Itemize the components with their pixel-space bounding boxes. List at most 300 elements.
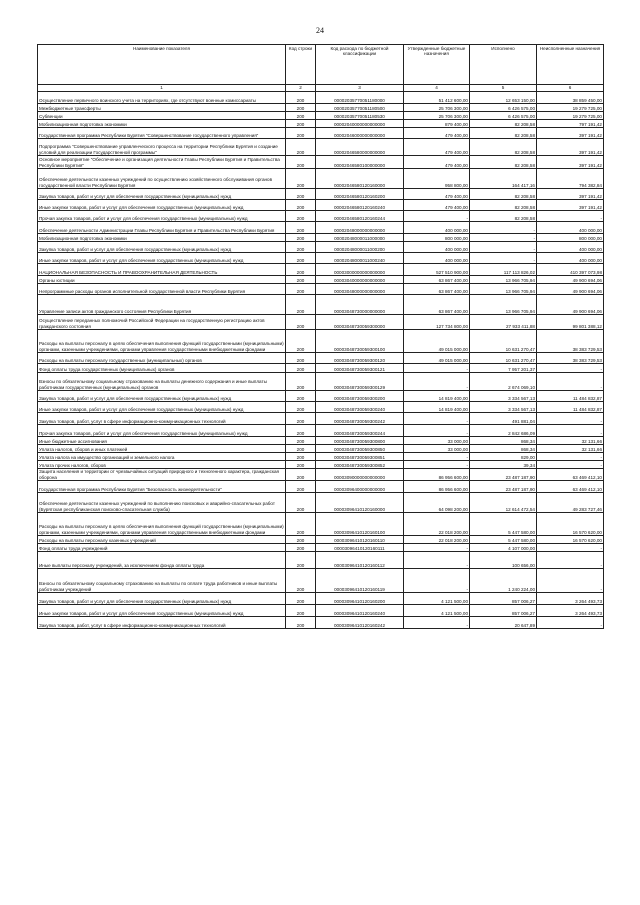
row-budget-code: 00003096410120160200 <box>316 593 404 605</box>
row-unexecuted: 800 000,00 <box>537 234 604 242</box>
row-line-code: 200 <box>286 469 316 481</box>
row-unexecuted: 49 283 727,46 <box>537 493 604 513</box>
table-row <box>38 552 604 569</box>
row-budget-code: 00003048000000000000 <box>316 284 404 295</box>
table-row <box>38 391 604 402</box>
row-executed: 5 447 580,00 <box>470 536 537 544</box>
column-number-row <box>38 85 604 92</box>
row-unexecuted: 49 900 694,06 <box>537 276 604 284</box>
row-budget-code: 00002048000011000200 <box>316 242 404 253</box>
table-row <box>38 617 604 629</box>
row-name: Иные выплаты персоналу учреждений, за исключением фонда оплаты труда <box>38 552 286 569</box>
row-line-code: 200 <box>286 284 316 295</box>
row-budget-code: 00003000000000000000 <box>316 264 404 276</box>
table-row <box>38 128 604 139</box>
row-executed: 857 006,27 <box>470 593 537 605</box>
row-name: Иные закупки товаров, работ и услуг для обеспечения государственных (муниципальных) нужд <box>38 200 286 211</box>
row-unexecuted: - <box>537 552 604 569</box>
row-budget-code: 00002035770051180500 <box>316 104 404 112</box>
row-executed: 2 674 069,10 <box>470 373 537 391</box>
row-line-code: 200 <box>286 536 316 544</box>
row-name: Мобилизационная подготовка экономики <box>38 234 286 242</box>
row-line-code: 200 <box>286 402 316 413</box>
row-name: Закупка товаров, работ и услуг для обеспечения государственных (муниципальных) нужд <box>38 189 286 200</box>
row-unexecuted: 38 383 729,53 <box>537 353 604 364</box>
row-name: Управление записи актов гражданского состояния Республики Бурятия <box>38 295 286 315</box>
row-unexecuted: 794 382,84 <box>537 169 604 189</box>
table-row <box>38 364 604 373</box>
row-budget-code: 00002046580120160244 <box>316 211 404 222</box>
row-name: Закупка товаров, работ, услуг в сфере информационно-коммуникационных технологий <box>38 617 286 629</box>
column-number: 1 <box>38 85 286 92</box>
row-name: Непрограммные расходы органов исполнительной государственной власти Республики Бурятия <box>38 284 286 295</box>
row-approved: 25 706 300,00 <box>404 112 470 120</box>
table-row <box>38 373 604 391</box>
row-unexecuted: 32 131,66 <box>537 445 604 453</box>
row-budget-code: 00003048730059300800 <box>316 437 404 445</box>
row-name: Межбюджетные трансферты <box>38 104 286 112</box>
row-line-code: 200 <box>286 364 316 373</box>
row-line-code: 200 <box>286 461 316 469</box>
row-unexecuted: 16 570 620,00 <box>537 513 604 536</box>
row-approved: 400 000,00 <box>404 242 470 253</box>
table-row <box>38 445 604 453</box>
row-name: Уплата прочих налогов, сборов <box>38 461 286 469</box>
row-budget-code: 00003096410120160119 <box>316 569 404 593</box>
row-executed: 117 113 826,02 <box>470 264 537 276</box>
table-row <box>38 413 604 425</box>
row-line-code: 200 <box>286 391 316 402</box>
row-name: Расходы на выплаты персоналу государственных (муниципальных) органов <box>38 353 286 364</box>
row-unexecuted: 397 191,42 <box>537 139 604 156</box>
row-name: Иные закупки товаров, работ и услуг для обеспечения государственных (муниципальных) нужд <box>38 605 286 617</box>
table-row <box>38 112 604 120</box>
row-approved: 22 018 200,00 <box>404 513 470 536</box>
row-executed: 829,00 <box>470 453 537 461</box>
row-unexecuted: 19 279 725,00 <box>537 112 604 120</box>
row-budget-code: 00003048730059300120 <box>316 353 404 364</box>
row-unexecuted: - <box>537 453 604 461</box>
row-executed: 5 447 580,00 <box>470 513 537 536</box>
row-executed: 23 487 187,90 <box>470 469 537 481</box>
row-approved: - <box>404 425 470 437</box>
row-executed: 6 426 575,00 <box>470 112 537 120</box>
row-executed: 10 631 270,47 <box>470 330 537 353</box>
table-row <box>38 513 604 536</box>
row-name: Государственная программа Республики Бурятия "Совершенствование государственного управления" <box>38 128 286 139</box>
row-executed: 82 208,58 <box>470 200 537 211</box>
table-row <box>38 481 604 493</box>
row-executed: 13 966 705,94 <box>470 276 537 284</box>
row-name: Уплата налога на имущество организаций и земельного налога <box>38 453 286 461</box>
row-name: Обеспечение деятельности Администрации Главы Республики Бурятия и Правительства Республики Бурятия <box>38 222 286 234</box>
row-approved: 479 400,00 <box>404 156 470 169</box>
row-executed: 39,34 <box>470 461 537 469</box>
table-row <box>38 295 604 315</box>
table-row <box>38 469 604 481</box>
header-unexecuted: Неисполненные назначения <box>537 45 604 85</box>
row-executed: 164 417,16 <box>470 169 537 189</box>
row-executed: 1 240 224,00 <box>470 569 537 593</box>
row-budget-code: 00002046580120160000 <box>316 169 404 189</box>
row-line-code: 200 <box>286 253 316 264</box>
row-executed: 82 208,58 <box>470 139 537 156</box>
row-approved: 527 510 900,00 <box>404 264 470 276</box>
row-line-code: 200 <box>286 128 316 139</box>
row-unexecuted: - <box>537 544 604 552</box>
table-row <box>38 437 604 445</box>
row-name: Закупка товаров, работ и услуг для обеспечения государственных (муниципальных) нужд <box>38 391 286 402</box>
row-budget-code: 00003096410120160110 <box>316 536 404 544</box>
row-line-code: 200 <box>286 373 316 391</box>
row-budget-code: 00002040000000000000 <box>316 120 404 128</box>
table-row <box>38 189 604 200</box>
row-approved: 63 867 400,00 <box>404 276 470 284</box>
header-approved: Утвержденные бюджетные назначения <box>404 45 470 85</box>
row-approved: 127 734 800,00 <box>404 315 470 330</box>
row-approved: - <box>404 364 470 373</box>
row-name: Фонд оплаты труда государственных (муниципальных) органов <box>38 364 286 373</box>
row-name: Осуществление переданных полномочий Российской Федерации на государственную регистрацию актов гражданского состояния <box>38 315 286 330</box>
row-name: Государственная программа Республики Бурятия "Безопасность жизнедеятельности" <box>38 481 286 493</box>
row-name: Иные закупки товаров, работ и услуг для обеспечения государственных (муниципальных) нужд <box>38 253 286 264</box>
row-unexecuted: - <box>537 373 604 391</box>
row-budget-code: 00003048730059300851 <box>316 453 404 461</box>
row-line-code: 200 <box>286 200 316 211</box>
row-name: Обеспечение деятельности казенных учреждений по выполнению поисковых и аварийно-спасательных работ (Бурятская республиканская поисково-спасательная служба) <box>38 493 286 513</box>
row-approved: 49 015 000,00 <box>404 330 470 353</box>
row-line-code: 200 <box>286 493 316 513</box>
row-line-code: 200 <box>286 544 316 552</box>
row-approved: 479 400,00 <box>404 189 470 200</box>
row-budget-code: 00003048730059300100 <box>316 330 404 353</box>
row-name: НАЦИОНАЛЬНАЯ БЕЗОПАСНОСТЬ И ПРАВООХРАНИТЕЛЬНАЯ ДЕЯТЕЛЬНОСТЬ <box>38 264 286 276</box>
row-name: Подпрограмма "Совершенствование управленческого процесса на территории Республики Бурятия и создание условий для реализации Государственной программы" <box>38 139 286 156</box>
row-line-code: 200 <box>286 295 316 315</box>
row-executed: 13 966 705,94 <box>470 284 537 295</box>
row-unexecuted: 63 469 412,10 <box>537 469 604 481</box>
row-line-code: 200 <box>286 276 316 284</box>
row-executed: 3 334 567,13 <box>470 391 537 402</box>
row-name: Расходы на выплаты персоналу в целях обеспечения выполнения функций государственными (муниципальными) органами, казенными учреждениями, органами управления государственными внебюджетными фондами <box>38 513 286 536</box>
row-executed: 7 957 201,37 <box>470 364 537 373</box>
row-approved: - <box>404 617 470 629</box>
row-approved: 86 956 600,00 <box>404 481 470 493</box>
row-budget-code: 00003096410120160112 <box>316 552 404 569</box>
row-name: Мобилизационная подготовка экономики <box>38 120 286 128</box>
row-budget-code: 00003048730059300121 <box>316 364 404 373</box>
row-executed: 23 487 187,90 <box>470 481 537 493</box>
row-line-code: 200 <box>286 453 316 461</box>
row-line-code: 200 <box>286 513 316 536</box>
table-row <box>38 200 604 211</box>
row-approved: - <box>404 461 470 469</box>
row-unexecuted: 38 859 450,00 <box>537 92 604 104</box>
row-executed: 82 208,58 <box>470 156 537 169</box>
row-executed: 82 208,58 <box>470 211 537 222</box>
row-unexecuted: - <box>537 461 604 469</box>
row-executed: - <box>470 253 537 264</box>
row-budget-code: 00003096400000000000 <box>316 481 404 493</box>
row-name: Закупка товаров, работ и услуг для обеспечения государственных (муниципальных) нужд <box>38 593 286 605</box>
row-name: Фонд оплаты труда учреждений <box>38 544 286 552</box>
header-row <box>38 45 604 85</box>
row-unexecuted: 11 484 832,87 <box>537 402 604 413</box>
row-approved: - <box>404 413 470 425</box>
row-unexecuted: 63 469 412,10 <box>537 481 604 493</box>
header-executed: Исполнено <box>470 45 537 85</box>
row-unexecuted: - <box>537 364 604 373</box>
row-approved: 400 000,00 <box>404 222 470 234</box>
row-budget-code: 00003048730059300200 <box>316 391 404 402</box>
row-name: Обеспечение деятельности казенных учреждений по осуществлению хозяйственного обслуживания органов государственной власти Республики Бурятия <box>38 169 286 189</box>
row-unexecuted: - <box>537 425 604 437</box>
row-budget-code: 00003096410120160111 <box>316 544 404 552</box>
row-budget-code: 00003096410120160100 <box>316 513 404 536</box>
row-approved: 63 867 400,00 <box>404 284 470 295</box>
row-unexecuted: 99 801 388,12 <box>537 315 604 330</box>
row-name: Основное мероприятие "Обеспечение и организация деятельности Главы Республики Бурятия и Правительства Республики Бурятия" <box>38 156 286 169</box>
row-budget-code: 00003048730000000000 <box>316 295 404 315</box>
row-line-code: 200 <box>286 234 316 242</box>
row-executed: 857 006,27 <box>470 605 537 617</box>
row-unexecuted: 400 000,00 <box>537 253 604 264</box>
row-name: Иные закупки товаров, работ и услуг для обеспечения государственных (муниципальных) нужд <box>38 402 286 413</box>
column-number: 2 <box>286 85 316 92</box>
row-line-code: 200 <box>286 330 316 353</box>
row-name: Защита населения и территории от чрезвычайных ситуаций природного и техногенного характера, гражданская оборона <box>38 469 286 481</box>
row-executed: 12 653 150,00 <box>470 92 537 104</box>
row-unexecuted: - <box>537 569 604 593</box>
page-number: 24 <box>316 26 324 35</box>
row-name: Прочая закупка товаров, работ и услуг для обеспечения государственных (муниципальных) нужд <box>38 211 286 222</box>
row-line-code: 200 <box>286 481 316 493</box>
row-unexecuted: 19 279 725,00 <box>537 104 604 112</box>
row-executed: 82 208,58 <box>470 189 537 200</box>
row-budget-code: 00003040000000000000 <box>316 276 404 284</box>
table-row <box>38 104 604 112</box>
table-row <box>38 569 604 593</box>
row-line-code: 200 <box>286 413 316 425</box>
row-approved: - <box>404 211 470 222</box>
table-row <box>38 284 604 295</box>
row-line-code: 200 <box>286 617 316 629</box>
row-name: Взносы по обязательному социальному страхованию на выплаты денежного содержания и иные выплаты работникам государственных (муниципальных) органов <box>38 373 286 391</box>
row-executed: 6 426 575,00 <box>470 104 537 112</box>
table-row <box>38 402 604 413</box>
row-approved: - <box>404 373 470 391</box>
table-row <box>38 330 604 353</box>
row-executed: - <box>470 234 537 242</box>
row-approved: 33 000,00 <box>404 445 470 453</box>
row-line-code: 200 <box>286 104 316 112</box>
row-executed: 3 334 567,13 <box>470 402 537 413</box>
row-budget-code: 00002048000000000000 <box>316 222 404 234</box>
table-row <box>38 605 604 617</box>
row-approved: 479 400,00 <box>404 200 470 211</box>
row-unexecuted: 16 570 620,00 <box>537 536 604 544</box>
row-name: Уплата налогов, сборов и иных платежей <box>38 445 286 453</box>
row-unexecuted: - <box>537 617 604 629</box>
table-row <box>38 222 604 234</box>
column-number: 6 <box>537 85 604 92</box>
row-budget-code: 00003048730059300000 <box>316 315 404 330</box>
table-row <box>38 169 604 189</box>
row-approved: 400 000,00 <box>404 253 470 264</box>
row-executed: 2 842 686,09 <box>470 425 537 437</box>
row-line-code: 200 <box>286 315 316 330</box>
row-budget-code: 00002046580120160240 <box>316 200 404 211</box>
row-approved: 33 000,00 <box>404 437 470 445</box>
row-line-code: 200 <box>286 156 316 169</box>
column-number: 4 <box>404 85 470 92</box>
row-budget-code: 00003096410120160240 <box>316 605 404 617</box>
table-row <box>38 211 604 222</box>
row-approved: 86 956 600,00 <box>404 469 470 481</box>
row-approved: - <box>404 552 470 569</box>
row-line-code: 200 <box>286 92 316 104</box>
row-budget-code: 00002035770051180000 <box>316 92 404 104</box>
row-name: Взносы по обязательному социальному страхованию на выплаты по оплате труда работников и иные выплаты работникам учреждений <box>38 569 286 593</box>
row-executed: 20 647,89 <box>470 617 537 629</box>
row-executed: 491 881,04 <box>470 413 537 425</box>
row-executed: 13 966 705,94 <box>470 295 537 315</box>
row-unexecuted: - <box>537 413 604 425</box>
row-unexecuted: 11 484 832,87 <box>537 391 604 402</box>
table-row <box>38 453 604 461</box>
row-budget-code: 00002048000011000240 <box>316 253 404 264</box>
row-approved: - <box>404 453 470 461</box>
table-row <box>38 425 604 437</box>
row-line-code: 200 <box>286 353 316 364</box>
row-approved: 479 400,00 <box>404 139 470 156</box>
row-line-code: 200 <box>286 425 316 437</box>
row-approved: 14 819 400,00 <box>404 402 470 413</box>
row-approved: 22 018 200,00 <box>404 536 470 544</box>
table-row <box>38 276 604 284</box>
row-unexecuted: 397 191,42 <box>537 200 604 211</box>
row-name: Субвенции <box>38 112 286 120</box>
row-budget-code: 00002046580000000000 <box>316 139 404 156</box>
table-row <box>38 493 604 513</box>
row-unexecuted: 3 264 493,73 <box>537 593 604 605</box>
row-name: Органы юстиции <box>38 276 286 284</box>
table-row <box>38 315 604 330</box>
row-unexecuted: 3 264 493,73 <box>537 605 604 617</box>
row-executed: 868,34 <box>470 437 537 445</box>
header-budget-code: Код расхода по бюджетной классификации <box>316 45 404 85</box>
row-budget-code: 00002046000000000000 <box>316 128 404 139</box>
row-line-code: 200 <box>286 211 316 222</box>
row-executed: 82 208,58 <box>470 128 537 139</box>
row-unexecuted: 410 397 073,98 <box>537 264 604 276</box>
row-budget-code: 00003096410120160242 <box>316 617 404 629</box>
row-name: Осуществление первичного воинского учета на территориях, где отсутствуют военные комиссариаты <box>38 92 286 104</box>
row-name: Закупка товаров, работ и услуг для обеспечения государственных (муниципальных) нужд <box>38 242 286 253</box>
row-budget-code: 00003048730059300852 <box>316 461 404 469</box>
row-approved: 25 706 300,00 <box>404 104 470 112</box>
table-row <box>38 92 604 104</box>
row-line-code: 200 <box>286 169 316 189</box>
row-approved: 49 015 000,00 <box>404 353 470 364</box>
column-number: 3 <box>316 85 404 92</box>
row-executed: - <box>470 242 537 253</box>
row-unexecuted: 397 191,42 <box>537 189 604 200</box>
row-executed: 4 107 000,00 <box>470 544 537 552</box>
row-approved: 63 867 400,00 <box>404 295 470 315</box>
table-row <box>38 264 604 276</box>
row-unexecuted: 400 000,00 <box>537 222 604 234</box>
row-line-code: 200 <box>286 593 316 605</box>
row-unexecuted: 397 191,42 <box>537 156 604 169</box>
row-budget-code: 00002046580100000000 <box>316 156 404 169</box>
budget-execution-table <box>37 44 604 629</box>
table-row <box>38 353 604 364</box>
row-line-code: 200 <box>286 552 316 569</box>
row-budget-code: 00003096410120160000 <box>316 493 404 513</box>
row-name: Расходы на выплаты персоналу казенных учреждений <box>38 536 286 544</box>
row-budget-code: 00002035770051180530 <box>316 112 404 120</box>
row-name: Закупка товаров, работ, услуг в сфере информационно-коммуникационных технологий <box>38 413 286 425</box>
row-executed: 82 208,58 <box>470 120 537 128</box>
row-unexecuted: - <box>537 211 604 222</box>
row-name: Расходы на выплаты персоналу в целях обеспечения выполнения функций государственными (муниципальными) органами, казенными учреждениями, органами управления государственными внебюджетными фондами <box>38 330 286 353</box>
table-row <box>38 593 604 605</box>
row-line-code: 200 <box>286 189 316 200</box>
row-line-code: 200 <box>286 112 316 120</box>
row-budget-code: 00002048000011000000 <box>316 234 404 242</box>
row-line-code: 200 <box>286 605 316 617</box>
row-line-code: 200 <box>286 264 316 276</box>
row-executed: 12 614 472,54 <box>470 493 537 513</box>
row-approved: 800 000,00 <box>404 234 470 242</box>
row-unexecuted: 38 383 729,53 <box>537 330 604 353</box>
row-approved: 64 098 200,00 <box>404 493 470 513</box>
row-budget-code: 00003048730059300129 <box>316 373 404 391</box>
row-budget-code: 00003048730059300850 <box>316 445 404 453</box>
table-row <box>38 461 604 469</box>
row-line-code: 200 <box>286 437 316 445</box>
row-line-code: 200 <box>286 445 316 453</box>
column-number: 5 <box>470 85 537 92</box>
table-row <box>38 253 604 264</box>
row-approved: 479 400,00 <box>404 128 470 139</box>
row-name: Иные бюджетные ассигнования <box>38 437 286 445</box>
row-approved: - <box>404 569 470 593</box>
row-line-code: 200 <box>286 222 316 234</box>
row-budget-code: 00003048730059300242 <box>316 413 404 425</box>
table-row <box>38 139 604 156</box>
row-approved: - <box>404 544 470 552</box>
table-row <box>38 242 604 253</box>
row-approved: 4 121 500,00 <box>404 605 470 617</box>
row-executed: 27 933 411,88 <box>470 315 537 330</box>
row-executed: - <box>470 222 537 234</box>
table-row <box>38 544 604 552</box>
row-budget-code: 00003048730059300240 <box>316 402 404 413</box>
header-name: Наименование показателя <box>38 45 286 85</box>
table-row <box>38 120 604 128</box>
row-executed: 868,34 <box>470 445 537 453</box>
row-unexecuted: 49 900 694,06 <box>537 295 604 315</box>
table-row <box>38 156 604 169</box>
row-budget-code: 00003090000000000000 <box>316 469 404 481</box>
row-line-code: 200 <box>286 120 316 128</box>
row-unexecuted: 797 191,42 <box>537 120 604 128</box>
row-line-code: 200 <box>286 242 316 253</box>
row-approved: 14 819 400,00 <box>404 391 470 402</box>
row-budget-code: 00002046580120160200 <box>316 189 404 200</box>
